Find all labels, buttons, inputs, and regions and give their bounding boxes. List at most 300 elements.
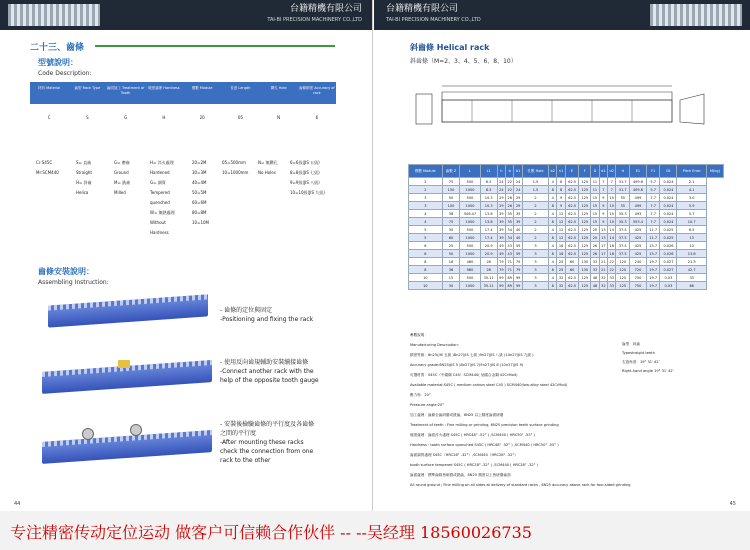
table-header-cell: b2 — [549, 165, 557, 178]
table-row — [409, 210, 724, 218]
table-cell: 15.7 — [646, 250, 660, 258]
table-cell: 13 — [601, 227, 606, 232]
instruction-line: - 齒條的定位與固定 — [220, 307, 273, 314]
table-cell: 1000 — [460, 186, 480, 194]
code-description-label: Code Description: — [38, 70, 92, 77]
table-cell: 6.5 — [677, 226, 707, 234]
table-cell: 18 — [609, 251, 614, 256]
table-cell: 499.6 — [629, 186, 646, 194]
table-cell: 7.7 — [646, 210, 660, 218]
note-line: Pressure angle:20° — [410, 403, 445, 407]
tooth-type-notes — [622, 340, 674, 376]
table-cell: 5.7 — [646, 186, 660, 194]
table-cell: 5 — [409, 226, 443, 234]
table-cell: 125 — [616, 282, 630, 290]
code-header-cell: 硬度處理 Hardness — [148, 86, 180, 90]
table-cell: 493 — [629, 210, 646, 218]
table-cell: 37.5 — [616, 234, 630, 242]
table-cell: 1.5 — [522, 186, 548, 194]
table-cell: 425 — [629, 250, 646, 258]
code-option: 50=5M — [192, 190, 207, 195]
table-cell: 7 — [608, 186, 616, 194]
product-title: 斜齒條 Helical rack — [410, 43, 490, 52]
code-header-cell: 齒型 Rack Type — [74, 86, 101, 90]
table-cell: 10 — [409, 274, 443, 282]
table-cell: 38 — [442, 210, 460, 218]
page-number: 44 — [14, 501, 21, 507]
table-cell: 75 — [442, 178, 460, 186]
table-cell: 19.7 — [646, 282, 660, 290]
table-cell: 20 — [592, 227, 598, 232]
instruction-line: -After mounting these racks — [220, 439, 304, 446]
table-row — [409, 274, 724, 282]
table-cell: 0.024 — [660, 202, 677, 210]
table-cell: 2 — [522, 194, 548, 202]
table-cell: 8 — [409, 258, 443, 266]
table-cell: 3 — [409, 194, 443, 202]
table-cell: 75 — [442, 218, 460, 226]
table-cell: 20.9 — [480, 250, 497, 258]
table-cell: 0.025 — [660, 226, 677, 234]
table-cell: 150 — [442, 186, 460, 194]
code-option: Milled — [114, 190, 126, 195]
code-header-cell: 長度 Length — [230, 86, 251, 90]
table-cell: 125 — [579, 178, 591, 186]
table-header-cell: F1 — [646, 165, 660, 178]
code-option: Tempered — [150, 190, 170, 195]
table-header-cell: Pitch Error — [677, 165, 707, 178]
table-cell: 17.4 — [480, 226, 497, 234]
table-cell: 35 — [507, 211, 513, 216]
table-cell: 2.1 — [677, 178, 707, 186]
code-option: 20=2M — [192, 160, 207, 165]
table-cell: 2 — [522, 226, 548, 234]
table-cell: 4 — [549, 274, 557, 282]
table-cell: 125 — [579, 226, 591, 234]
note-line: 齒面處理：標準齒條皆研磨或銑齒，6N25 精度以上皆研磨齒面 — [410, 473, 511, 477]
rack-drawing — [412, 78, 712, 150]
table-cell: 15 — [592, 219, 598, 224]
table-cell: 14 — [609, 235, 614, 240]
table-cell: 66 — [677, 282, 707, 290]
table-cell: 28 — [480, 266, 497, 274]
table-cell: 500 — [460, 178, 480, 186]
code-option: quenched — [150, 200, 170, 205]
instruction-line: -Connect another rack with the — [220, 368, 314, 375]
table-cell: 24 — [515, 187, 521, 192]
table-cell: 1000 — [460, 250, 480, 258]
instruction-line: -Positioning and fixing the rack — [220, 316, 314, 323]
table-cell: 62.5 — [565, 218, 579, 226]
table-cell: 9 — [599, 202, 607, 210]
side-note-line: Right-hand angle 19° 31′ 42″ — [622, 369, 675, 373]
table-cell: 4 — [549, 258, 557, 266]
table-cell: 29 — [515, 195, 521, 200]
table-cell: 39 — [499, 219, 504, 224]
code-option: 10=10級(JIS 九級) — [290, 190, 325, 195]
table-cell: 8 — [409, 266, 443, 274]
code-header-cell: 鑽孔 Hole — [270, 86, 287, 90]
code-option: Ground — [114, 170, 129, 175]
table-cell: 240 — [629, 258, 646, 266]
table-cell: 13 — [677, 234, 707, 242]
table-row — [409, 266, 724, 274]
table-cell: 12 — [558, 219, 564, 224]
table-cell: 39 — [515, 219, 521, 224]
table-cell: 24 — [499, 187, 504, 192]
table-cell: 79 — [499, 259, 504, 264]
assembly-title: 齒條安裝說明： — [38, 267, 94, 276]
table-cell: 506.47 — [460, 210, 480, 218]
code-col-treatment — [114, 158, 130, 198]
instruction-line: help of the opposite tooth gauge — [220, 377, 319, 384]
table-cell: 10 — [677, 242, 707, 250]
table-cell: 6 — [409, 242, 443, 250]
table-row — [409, 218, 724, 226]
table-cell: 16 — [558, 243, 564, 248]
table-cell: 62.5 — [565, 226, 579, 234]
divider — [95, 45, 335, 47]
table-header-cell: d2 — [608, 165, 616, 178]
table-cell: 15.7 — [646, 242, 660, 250]
instruction-line: 之間的平行度 — [220, 430, 257, 437]
code-option: M= 銑齒 — [114, 180, 131, 185]
table-header-cell: F — [579, 165, 591, 178]
table-cell: 39 — [499, 211, 504, 216]
table-cell: 30 — [442, 226, 460, 234]
table-cell: 62.5 — [565, 282, 579, 290]
table-cell: 4 — [549, 178, 557, 186]
table-cell: 3 — [522, 242, 548, 250]
code-option: Without — [150, 220, 166, 225]
table-row — [409, 194, 724, 202]
code-option: H= 斜齒 — [76, 180, 92, 185]
table-cell: 17 — [601, 243, 606, 248]
rack-image-3 — [42, 430, 212, 464]
table-cell: 2 — [522, 210, 548, 218]
table-cell: 125 — [579, 202, 591, 210]
table-cell: 4 — [549, 242, 557, 250]
table-cell: 22 — [507, 187, 513, 192]
note-line: 齒面調質處理 S45C（HRC28° -32°）,SCM440（HRC28° -32°） — [410, 453, 518, 457]
table-cell: 17 — [601, 251, 606, 256]
code-cell: S — [86, 115, 89, 120]
table-cell: 26 — [592, 251, 598, 256]
note-line: Hardness : tooth surface quenched S45C ( HRC48° -52° ) ,SCM440 ( HRC50° -55° ) — [410, 443, 559, 447]
table-header-cell: h — [497, 165, 505, 178]
table-cell: 15 — [592, 211, 598, 216]
table-cell: 3.0 — [677, 194, 707, 202]
table-cell: 8 — [549, 250, 557, 258]
table-cell: 130 — [579, 258, 591, 266]
table-cell: 50 — [442, 250, 460, 258]
table-cell: 5.9 — [677, 202, 707, 210]
code-option: Hardened — [150, 170, 170, 175]
code-cell: N — [277, 115, 281, 120]
table-cell: 500 — [460, 274, 480, 282]
table-cell: 1000 — [460, 234, 480, 242]
code-option: W= 無熱處理 — [150, 210, 175, 215]
note-line: Treatment of teeth : Fine milling or grinding, 6N25 precision teeth surface grinding — [410, 423, 559, 427]
code-option: 6=6級(JIS 五級) — [290, 160, 320, 165]
table-cell: 33 — [592, 267, 598, 272]
code-cell: 05 — [237, 115, 243, 120]
table-cell: 9 — [599, 218, 607, 226]
side-note-line: 右旋角度：19° 31′ 42″ — [622, 360, 660, 364]
table-cell: 22 — [609, 259, 614, 264]
table-cell: 25 — [558, 259, 564, 264]
note-line: 參數說明： — [410, 333, 428, 337]
table-cell: 24 — [499, 179, 504, 184]
table-cell: 499 — [629, 194, 646, 202]
table-header-cell: L — [460, 165, 480, 178]
code-option: 9=9級(JIS 八級) — [290, 180, 320, 185]
table-cell: 79 — [499, 267, 504, 272]
table-cell: 40 — [515, 235, 521, 240]
code-col-type — [76, 158, 92, 198]
table-cell: 19.7 — [646, 266, 660, 274]
table-cell: 99 — [515, 283, 521, 288]
table-cell: 26 — [592, 243, 598, 248]
code-cell: 6 — [315, 115, 319, 120]
table-cell: 39 — [499, 235, 504, 240]
table-cell: 720 — [629, 266, 646, 274]
table-cell: 39 — [515, 211, 521, 216]
table-cell: 28 — [480, 258, 497, 266]
table-cell: 13 — [601, 235, 606, 240]
table-cell: 62.5 — [565, 194, 579, 202]
spec-table — [408, 164, 724, 290]
table-header-cell: b — [506, 165, 514, 178]
table-cell: 25 — [558, 267, 564, 272]
table-cell: 19.7 — [646, 274, 660, 282]
table-header-cell: D — [591, 165, 599, 178]
table-cell: 34 — [507, 235, 513, 240]
table-cell: 36 — [442, 266, 460, 274]
table-cell: 71 — [507, 267, 513, 272]
note-line: 硬度處理：齒面淬火處理 S45C ( HRC48° -52° ) ,SCM440 ( HRC50° -55° ) — [410, 433, 535, 437]
table-cell: 0.03 — [660, 282, 677, 290]
table-cell: 500 — [460, 242, 480, 250]
table-cell: 0.024 — [660, 194, 677, 202]
right-page — [374, 0, 750, 511]
rack-banner-icon — [650, 4, 742, 26]
table-cell: 2 — [522, 202, 548, 210]
code-header-cell: 齒條精度 Accuracy of rack — [299, 86, 335, 95]
table-cell: 33 — [609, 283, 614, 288]
table-cell: 10 — [609, 211, 614, 216]
table-cell: 10 — [609, 203, 614, 208]
table-cell: 10.3 — [480, 202, 497, 210]
table-cell: 34 — [507, 227, 513, 232]
table-cell: 30 — [442, 282, 460, 290]
tooth-gauge-icon — [118, 360, 130, 368]
table-cell: 50 — [442, 194, 460, 202]
table-cell: 553.4 — [629, 218, 646, 226]
table-header-cell: n1 — [557, 165, 565, 178]
table-cell: 59 — [515, 251, 521, 256]
table-cell: 79 — [515, 259, 521, 264]
table-cell: 43 — [507, 243, 513, 248]
note-line: tooth surface tempered S45C ( HRC28° -32° ) ,SCM440 ( HRC28° -32° ) — [410, 463, 538, 467]
table-cell: 20.9 — [480, 242, 497, 250]
table-cell: 3 — [522, 258, 548, 266]
table-cell: 7 — [608, 178, 616, 186]
code-option: S= 直齒 — [76, 160, 92, 165]
code-cell: G — [124, 115, 128, 120]
model-title: 型號說明： — [38, 58, 78, 67]
code-option: Straight — [76, 170, 92, 175]
side-note-line: Typestraight teeth — [622, 351, 655, 355]
note-line: 精度等級：6n25(JIS 五級 )8n27(JIS 七級 )9n27(JIS 八級 )10n27(JIS 九級 ) — [410, 353, 534, 357]
code-option: 05=500mm — [222, 160, 246, 165]
table-header-cell: 齒數 Z — [442, 165, 460, 178]
table-cell: 24 — [515, 179, 521, 184]
product-subtitle: 斜齒條（M=2、3、4、5、6、8、10） — [410, 58, 517, 65]
table-cell: 32 — [601, 283, 606, 288]
table-cell: 49 — [499, 251, 504, 256]
table-cell: 4 — [409, 210, 443, 218]
table-cell: 40 — [515, 227, 521, 232]
code-option: H= 淬火處理 — [150, 160, 174, 165]
table-cell: 99 — [499, 283, 504, 288]
code-option: 40=4M — [192, 180, 207, 185]
table-cell: 48 — [592, 275, 598, 280]
table-row — [409, 282, 724, 290]
instruction-line: check the connection from one — [220, 448, 314, 455]
table-cell: 0.025 — [660, 234, 677, 242]
code-cell: H — [162, 115, 166, 120]
code-col-module — [192, 158, 209, 228]
table-cell: 59 — [515, 243, 521, 248]
rack-image-1 — [48, 294, 208, 327]
table-row — [409, 234, 724, 242]
table-row — [409, 186, 724, 194]
table-cell: 8 — [549, 202, 557, 210]
table-cell: 37.5 — [616, 242, 630, 250]
table-cell: 11.7 — [646, 234, 660, 242]
instruction-2 — [220, 358, 319, 385]
table-cell: 29 — [515, 203, 521, 208]
note-line: All round ground ; Fine milling on all sides at delivery of standard racks , 6N25 accuracy above rack for four-sided grinding — [410, 483, 631, 487]
table-cell: 125 — [579, 274, 591, 282]
note-line: 可選材質：S45C（中碳鋼 C45）SCM440( 低碳合金鋼 42CrMo4) — [410, 373, 518, 377]
table-cell: 1.5 — [522, 178, 548, 186]
code-col-accuracy — [290, 158, 325, 198]
table-cell: 7 — [599, 186, 607, 194]
table-cell: 35 — [616, 194, 630, 202]
table-cell: 16 — [558, 251, 564, 256]
table-cell: 31.7 — [616, 186, 630, 194]
table-header-cell: 模數 Module — [409, 165, 443, 178]
table-cell: 15 — [592, 203, 598, 208]
table-cell: 60 — [442, 234, 460, 242]
table-cell: 6 — [409, 250, 443, 258]
instruction-1 — [220, 306, 313, 324]
table-cell: 500 — [460, 226, 480, 234]
code-header-cell: 材料 Material — [37, 86, 61, 90]
table-cell: 8 — [549, 234, 557, 242]
table-cell: 35.3 — [616, 218, 630, 226]
table-cell: 31.7 — [616, 178, 630, 186]
instruction-3 — [220, 420, 314, 465]
table-cell: 9 — [599, 194, 607, 202]
table-cell: 10.7 — [677, 218, 707, 226]
table-cell: 5.7 — [646, 178, 660, 186]
table-cell: 3 — [522, 274, 548, 282]
table-cell: 4 — [549, 194, 557, 202]
code-cell: 20 — [199, 115, 205, 120]
code-option: G= 磨齒 — [114, 160, 130, 165]
table-cell: 120 — [616, 266, 630, 274]
table-cell: 8 — [549, 186, 557, 194]
table-cell: 499.6 — [629, 178, 646, 186]
table-cell: 10 — [409, 282, 443, 290]
table-header-cell: d1 — [599, 165, 607, 178]
table-cell: 49 — [499, 243, 504, 248]
table-cell: 33 — [677, 274, 707, 282]
code-col-hole — [258, 158, 278, 178]
table-cell: 62.5 — [565, 250, 579, 258]
code-option: 60=6M — [192, 200, 207, 205]
code-table — [30, 82, 336, 126]
table-cell: 62.5 — [565, 274, 579, 282]
table-row — [409, 250, 724, 258]
table-row — [409, 226, 724, 234]
table-cell: 7.7 — [646, 202, 660, 210]
table-cell: 60 — [565, 266, 579, 274]
table-cell: 425 — [629, 226, 646, 234]
code-header-cell: 齒面加工 Treatment of Tooth — [106, 86, 145, 95]
table-cell: 425 — [629, 242, 646, 250]
table-cell: 62.5 — [565, 186, 579, 194]
code-col-hardness — [150, 158, 175, 238]
table-cell: 2 — [409, 186, 443, 194]
left-page — [0, 0, 373, 511]
table-cell: 62.5 — [565, 178, 579, 186]
table-cell: 13.8 — [677, 250, 707, 258]
table-cell: 37.5 — [616, 250, 630, 258]
table-cell: 4 — [409, 218, 443, 226]
side-note-line: 齒型：斜齒 — [622, 342, 640, 346]
table-cell: 39 — [499, 227, 504, 232]
table-header-cell: 孔數 Hole — [522, 165, 548, 178]
table-cell: 11 — [592, 187, 598, 192]
table-cell: 125 — [579, 250, 591, 258]
code-option: 10=10M — [192, 220, 209, 225]
table-cell: 750 — [629, 274, 646, 282]
table-cell: 37.5 — [616, 226, 630, 234]
table-header-cell: d — [616, 165, 630, 178]
table-cell: 32 — [558, 275, 564, 280]
code-option: Cr:S45C — [36, 160, 53, 165]
table-cell: 2 — [409, 178, 443, 186]
code-option: No Holes — [258, 170, 276, 175]
table-cell: 3 — [522, 282, 548, 290]
table-cell: 11 — [592, 179, 598, 184]
table-cell: 25 — [442, 242, 460, 250]
note-line: Available material:S45C ( medium carbon steel C45 ) SCM440(low-alloy steel 42CrMo4) — [410, 383, 568, 387]
table-cell: 35.11 — [480, 282, 497, 290]
table-cell: 35.11 — [480, 274, 497, 282]
page-number: 45 — [729, 501, 736, 507]
table-cell: 460 — [460, 258, 480, 266]
table-cell: 8 — [549, 282, 557, 290]
instruction-line: - 安裝後檢驗齒條的平行度及各齒條 — [220, 421, 315, 428]
code-option: Hardness — [150, 230, 169, 235]
table-cell: 8.5 — [480, 186, 497, 194]
table-cell: 21.3 — [677, 258, 707, 266]
